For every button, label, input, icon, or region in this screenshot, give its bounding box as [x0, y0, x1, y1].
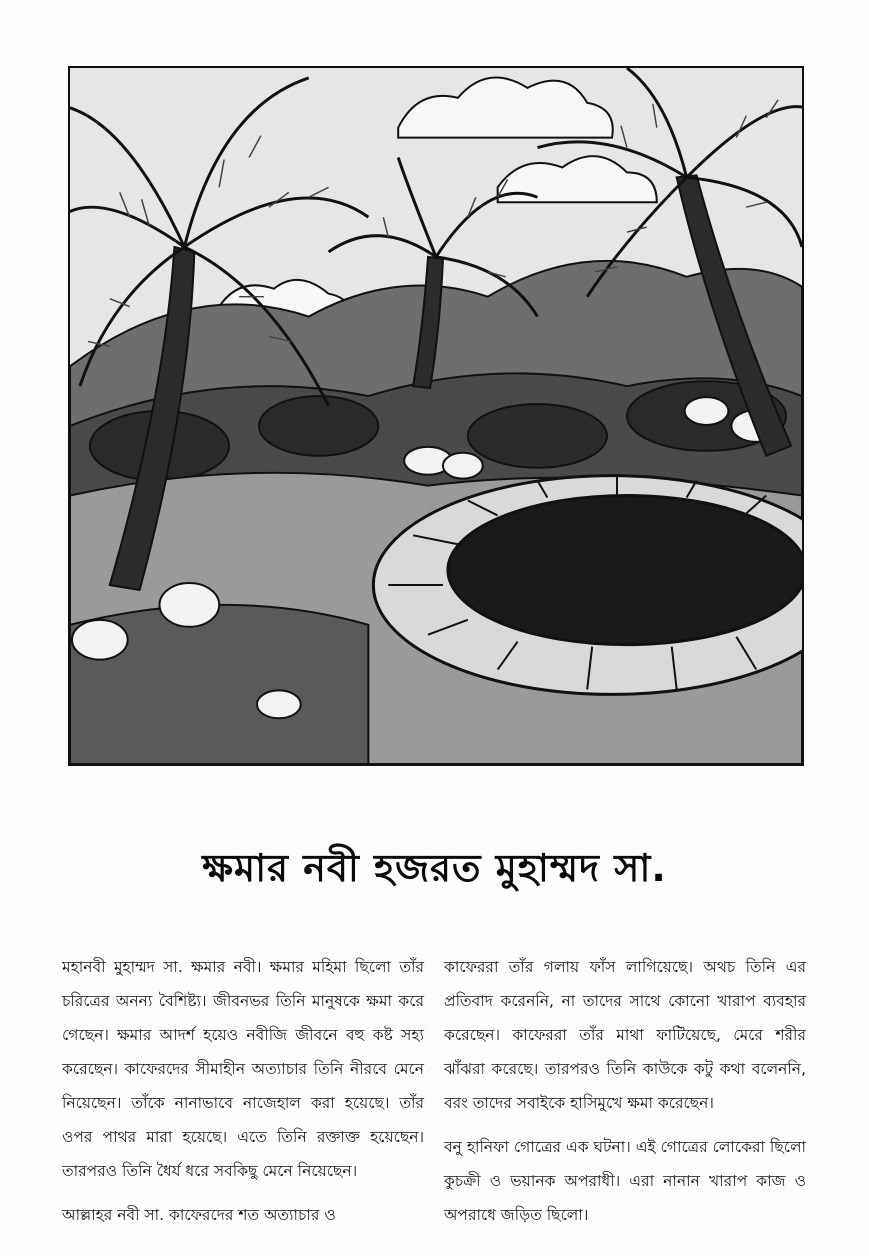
- oasis-well-illustration: [68, 66, 804, 766]
- article-column-right: [444, 950, 806, 1232]
- article-paragraph: মহানবী মুহাম্মদ সা. ক্ষমার নবী। ক্ষমার মহিমা ছিলো তাঁর চরিত্রের অনন্য বৈশিষ্ট্য। জীবনভর তিনি মানুষকে ক্ষমা করে গেছেন। ক্ষমার আদর্শ হয়েও নবীজি জীবনে বহু কষ্ট সহ্য করেছেন। কাফেরদের সীমাহীন অত্যাচার তিনি নীরবে মেনে নিয়েছেন। তাঁকে নানাভাবে নাজেহাল করা হয়েছে। তাঁর ওপর পাথর মারা হয়েছে। এতে তিনি রক্তাক্ত হয়েছেন। তারপরও তিনি ধৈর্য ধরে সবকিছু মেনে নিয়েছেন।: [62, 958, 424, 1180]
- article-title: ক্ষমার নবী হজরত মুহাম্মদ সা.: [202, 846, 667, 890]
- article-paragraph: কাফেররা তাঁর গলায় ফাঁস লাগিয়েছে। অথচ তিনি এর প্রতিবাদ করেননি, না তাদের সাথে কোনো খারাপ ব্যবহার করেছেন। কাফেররা তাঁর মাথা ফাটিয়েছে, মেরে শরীর ঝাঁঝরা করেছে। তারপরও তিনি কাউকে কটু কথা বলেননি, বরং তাদের সবাইকে হাসিমুখে ক্ষমা করেছেন।: [444, 958, 806, 1112]
- article-paragraph: বনু হানিফা গোত্রের এক ঘটনা। এই গোত্রের লোকেরা ছিলো কুচক্রী ও ভয়ানক অপরাধী। এরা নানান খারাপ কাজ ও অপরাধে জড়িত ছিলো।: [444, 1138, 806, 1224]
- article-column-left: [62, 950, 424, 1232]
- illustration-drawing: [70, 68, 802, 764]
- article-paragraph: আল্লাহর নবী সা. কাফেরদের শত অত্যাচার ও: [62, 1206, 336, 1224]
